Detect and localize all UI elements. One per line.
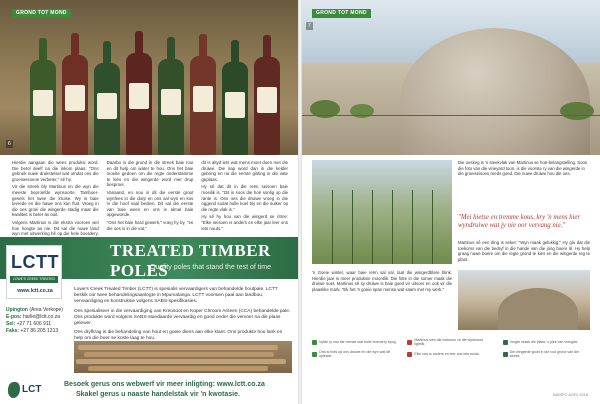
paragraph: Vir die streek bly Martinus en die wyn die meeste beproefde wynsoorte. Tamboer-gesels het twee die kruise. Wy is baie tevrede en die hawe ons kan fluit. Vroeg in die oes groei die wingerde stadig maar die kwaliteit is beter as ooit. xyxy=(12,184,99,218)
bottle xyxy=(158,59,184,155)
email-link[interactable]: harlie@lctt.co.za xyxy=(22,314,60,320)
legend-item: Martinus sien die toekoms vir die wynboere ligtelik. xyxy=(407,338,494,346)
advert-body xyxy=(74,287,292,346)
legend-item: Vrugte maak die plaas 'n plek van vreugde. xyxy=(503,338,590,346)
vineyard-photo xyxy=(312,160,452,264)
pull-quote: "Mei hietse en tremme kous, kry 'n mens hier wyndruiwe wat jy nie oor vervang nie." xyxy=(458,214,581,229)
bottle xyxy=(254,57,280,155)
logo-strip: LOWE'S CREEK TREATED TIMBER xyxy=(10,276,58,283)
fax-key: Faks: xyxy=(6,328,20,334)
tel-key: Sel: xyxy=(6,321,16,327)
lctt-logo xyxy=(6,245,62,299)
contact-area: (Area Verkope) xyxy=(29,307,63,313)
advert-subtitle: Quality poles that stand the test of time xyxy=(150,264,272,271)
icon-legend xyxy=(312,338,590,362)
footer-quote-line: Skakel gerus u naaste handelstak vir 'n kwotasie. xyxy=(76,391,240,398)
lctt-advert xyxy=(0,237,300,404)
advert-website-link[interactable]: www.lctt.co.za xyxy=(17,288,53,294)
tel-number: +27 71 606 911 xyxy=(16,321,52,327)
photo-number: 7 xyxy=(308,23,311,29)
article-columns xyxy=(12,160,288,244)
wine-bottles-photo xyxy=(0,0,300,155)
article-column-2 xyxy=(107,160,194,244)
paragraph: Daarbo is die grond in die streek baie rooi en dit help om water te hou. Ons het baie moeite gedoen om die regte onderstamme te kies en die wingerde word met drup besproei. xyxy=(106,160,194,188)
bottle xyxy=(190,56,216,155)
paragraph: Hy sê hy hou van die wingerd se ritme: "Elke seisoen is anders en elke jaar leer ons iets nuuts." xyxy=(201,214,289,231)
logo-letters: LCTT xyxy=(11,252,59,272)
article-text-right: Martinus sê een ding is seker: "Wyn maak gelukkig." Hy glo dat die toekoms van die bedryf in die hande van die jong boere lê. Hy help graag nuwe boere om die regte grond te kies en die wingerde reg te plant. xyxy=(458,240,590,262)
dome-rock-photo xyxy=(300,0,600,155)
page-gutter xyxy=(298,0,302,404)
bottle xyxy=(30,60,56,155)
legend-item: Ons is trots op ons druiwe en die wyn wat dit oplewer. xyxy=(312,350,399,358)
section-tag: GROND TOT MOND xyxy=(312,9,371,18)
advert-title: TREATED TIMBER POLES xyxy=(110,241,271,280)
bottle xyxy=(222,62,248,155)
contact-town: Upington xyxy=(6,307,28,313)
footer-logo-text: LCT xyxy=(22,384,42,395)
timber-poles-photo xyxy=(74,341,292,373)
advert-footer xyxy=(0,378,300,404)
photo-caption: Die oeskeg is 'n steekvlak van Martinus se hoë-belangstelling. Soos die foto van die vineyard toon, is die voorste ry van die wingerde in die groeiseisoen reeds goed. Die nuwe druiwe hou die oes. xyxy=(458,160,588,176)
article-column-3 xyxy=(201,160,288,244)
paragraph: dit is altyd iets wat mens moet doen met die druiwe. Die sap word dan in die kelder gebring en na die eerste gisting in die vate geplaas. xyxy=(201,160,289,182)
right-page xyxy=(300,0,600,404)
paragraph: Hierdie aangaan die wees produksi word. Die betol deelf na die inkom plaas. "Ons gebruik nuwe drukstelsel wat omdat ons die groeiseisoene verbeter," sê hy. xyxy=(12,160,99,182)
legend-item: Vyfde ry van die mense wat hulle boerdery spog. xyxy=(312,338,399,346)
page-footer: NAMPO AGRI 2016 xyxy=(552,392,588,397)
photo-number: 6 xyxy=(8,141,11,147)
legend-row xyxy=(312,338,590,346)
email-key: E-pos: xyxy=(6,314,22,320)
lct-footer-logo xyxy=(8,382,48,400)
fax-number: +27 86 205 1313 xyxy=(20,328,59,334)
legend-row xyxy=(312,350,590,358)
footer-website-line: Besoek gerus ons webwerf vir meer inligting: www.lctt.co.za xyxy=(64,381,265,388)
advert-paragraph: Ons spesialiseer in die vervaardiging van Kreosoot en Koper Chroom Arseen (CCA) behandelde pale. Ons produkte word volgens SABS-standaarde vervaardig en goed onder die vervoer na die plaas gelewer. xyxy=(74,308,291,327)
article-text-left: 'n Goeie winter, waar baie reën sal val, laat die wingerdblare blink. Hierdie jaar is meer produksie moontlik. Die hitte in die somer maak die druiwe soet. Martinus sê sy druiwe is baie goed vir uitvoer en ook vir die plaaslike mark. "Ek het 'n goeie span mense wat saam met my werk." xyxy=(312,270,452,292)
legend-item: Elke oes is anders en leer ons iets nuuts. xyxy=(407,350,494,358)
bottle xyxy=(62,55,88,155)
legend-item: Die wingerde groei in die rooi grond van die streek. xyxy=(503,350,590,358)
advert-paragraph: Ons dryfkrag is die behandeling van hout en goeie diens aan elke klant. Ons produkte hou lank en help om die boer se koste laag te hou. xyxy=(74,330,283,342)
granite-dome xyxy=(400,28,590,155)
paragraph: "Ons het baie hard gewerk," voeg hy by, "en die oes is in die vat." xyxy=(106,219,194,231)
contact-details xyxy=(6,307,66,335)
article-column-1 xyxy=(12,160,99,244)
bottle xyxy=(94,63,120,155)
bottle xyxy=(126,53,152,155)
section-tag: GROND TOT MOND xyxy=(12,9,71,18)
rock-photo xyxy=(458,270,590,330)
paragraph: Hy sê dat dit in die reën seisoen baie moeilik is. "Dit is soos die hoë sonlig op die rante is. Ons oes die druiwe vroeg in die oggend sodat hulle koel bly en die suiker op die regte vlak is." xyxy=(201,184,289,212)
paragraph: Volgens Martinus is die ekstra vooroes wel hoe hoogte as nie. Dit sal die nuwe land wyn met uitwerking hê op die hele boerdery, xyxy=(12,219,99,237)
paragraph: Vanaand, en nou is dit die eerste groot wynfees in die dorp en ons sal wyn en kos in die hoof saal bedien. Dit sal die eerste van baie wees en ons is almal baie opgewonde. xyxy=(106,189,194,218)
africa-icon xyxy=(8,382,20,398)
advert-paragraph: Lowe's Creek Treated Timber (LCTT) is spesialis vervaardigers van behandelde houtpale. LCTT beskik oor twee behandelingsaanlegte in Mpumalanga. LCTT voorsien paal aan landbou, vervaardiging en konstruksie volgens SABS-spesifikasies. xyxy=(74,287,278,305)
